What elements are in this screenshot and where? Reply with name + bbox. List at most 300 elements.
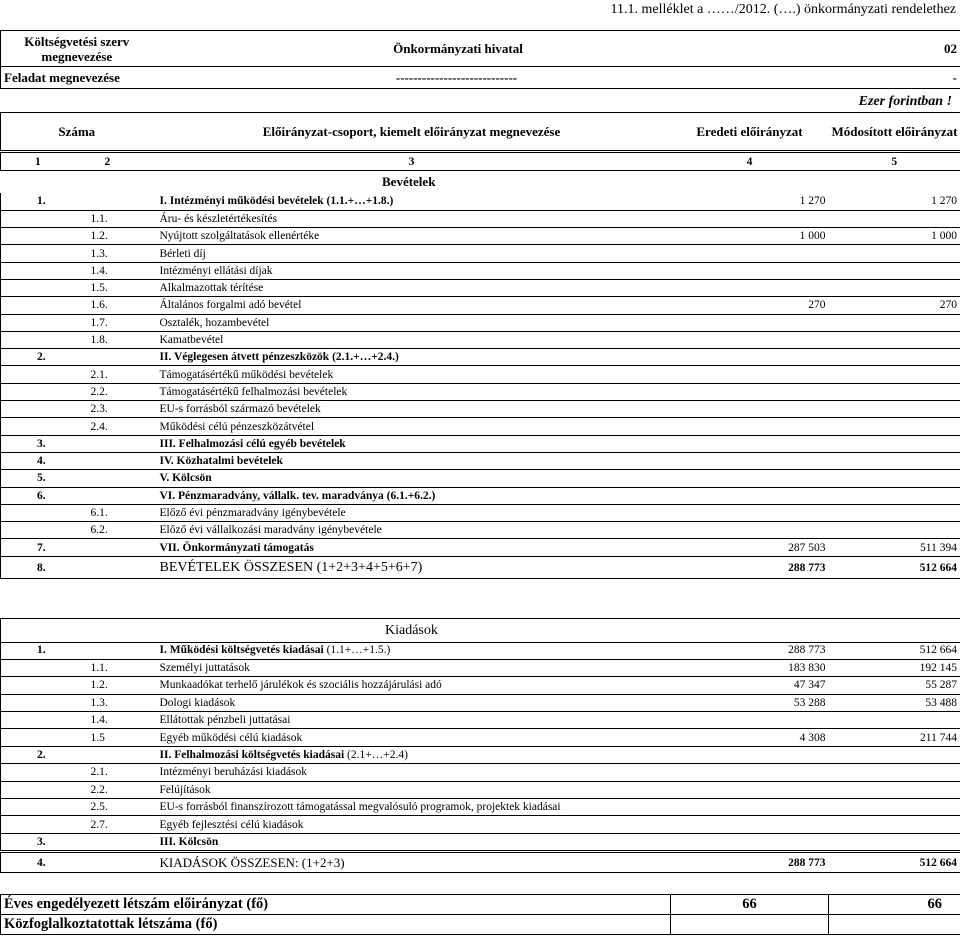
bevetelek-total-table (0, 556, 960, 579)
bev-row-subnum-text: 1.2. (90, 230, 108, 243)
bev-row-subnum (77, 297, 153, 314)
kiadasok-table (0, 642, 960, 851)
bev-row-modositott-text: 1 000 (931, 230, 957, 243)
bev-row-name-text: Támogatásértékű működési bevételek (159, 368, 334, 381)
bev-row-subnum (77, 504, 153, 521)
bev-total-num: 8. (1, 557, 153, 579)
bev-row-name (153, 401, 671, 418)
bev-row-num (1, 418, 77, 435)
bev-row (1, 210, 960, 227)
kiad-row-num (1, 781, 77, 798)
bev-row-eredeti (671, 401, 829, 418)
kiad-row-eredeti (671, 642, 829, 659)
bev-row-modositott (829, 401, 960, 418)
kiad-row-num (1, 642, 77, 659)
bev-row-subnum (77, 279, 153, 296)
kiad-row-eredeti (671, 781, 829, 798)
kiad-row-eredeti (671, 764, 829, 781)
col-modositott: Módosított előirányzat (829, 113, 960, 151)
kiad-row-num (1, 677, 77, 694)
kiad-row-modositott (829, 764, 960, 781)
kiad-row-subnum-text: 1.2. (90, 679, 108, 692)
kiad-row-name-tail: (1.1+…+1.5.) (323, 644, 391, 657)
bev-row-num (1, 401, 77, 418)
bev-row-name-text: Működési célú pénzeszközátvétel (159, 420, 315, 433)
bev-row-num-text: 5. (37, 472, 46, 485)
bev-row-eredeti (671, 193, 829, 210)
kiad-row-eredeti (671, 746, 829, 763)
bev-row-eredeti (671, 228, 829, 245)
bev-row-eredeti-text: 1 270 (799, 195, 826, 208)
bev-row-subnum-text: 1.7. (90, 316, 108, 329)
bev-row-name (153, 366, 671, 383)
kolt-label: Költségvetési szerv megnevezése (1, 31, 153, 67)
bev-row-eredeti (671, 210, 829, 227)
kiad-row-subnum (77, 833, 153, 850)
kiad-row-num (1, 799, 77, 816)
bev-row-eredeti-text: 287 503 (788, 541, 826, 554)
kiad-row-modositott (829, 799, 960, 816)
kiad-row-name-text: II. Felhalmozási költségvetés kiadásai (159, 749, 345, 762)
bev-row-eredeti (671, 539, 829, 556)
kiad-row-subnum (77, 816, 153, 833)
kiad-row-name-text: Felújítások (159, 783, 211, 796)
bev-row-num-text: 1. (37, 195, 46, 208)
kiad-row-subnum (77, 781, 153, 798)
bev-row-subnum (77, 210, 153, 227)
bev-row-eredeti (671, 487, 829, 504)
bev-row-num (1, 210, 77, 227)
bev-row-modositott (829, 331, 960, 348)
bev-row (1, 383, 960, 400)
kiad-row-eredeti (671, 833, 829, 850)
kiad-row-eredeti (671, 816, 829, 833)
col-eredeti: Eredeti előirányzat (671, 113, 829, 151)
bev-row-num (1, 452, 77, 469)
letszam-kozfogl-eredeti (671, 915, 829, 935)
kiad-row-subnum (77, 764, 153, 781)
bev-row-name-text: I. Intézményi működési bevételek (1.1.+…+1.8.) (159, 195, 394, 208)
bev-row (1, 297, 960, 314)
bev-row-name (153, 314, 671, 331)
bev-row-subnum (77, 366, 153, 383)
bev-row-modositott (829, 435, 960, 452)
bev-row-name (153, 452, 671, 469)
kiad-row-name (153, 816, 671, 833)
bev-row-subnum (77, 522, 153, 539)
bev-row-name-text: III. Felhalmozási célú egyéb bevételek (159, 437, 346, 450)
bev-row (1, 401, 960, 418)
kiad-row-name (153, 659, 671, 676)
bev-row (1, 470, 960, 487)
bev-row-eredeti (671, 383, 829, 400)
kiad-total-eredeti: 288 773 (671, 853, 829, 873)
kiad-row-name (153, 764, 671, 781)
bev-row-name-text: Előző évi pénzmaradvány igénybevétele (159, 506, 346, 519)
bev-row (1, 522, 960, 539)
kiad-row (1, 799, 960, 816)
kiadasok-total-table (0, 852, 960, 873)
bev-row-num (1, 331, 77, 348)
bev-row-modositott (829, 383, 960, 400)
unit-note: Ezer forintban ! (858, 94, 952, 109)
col-num-1: 1 (1, 153, 77, 171)
bev-row-name (153, 418, 671, 435)
kiad-row-name-text: Egyéb fejlesztési célú kiadások (159, 818, 304, 831)
bev-row-modositott (829, 418, 960, 435)
bev-row-subnum (77, 383, 153, 400)
kiad-row-eredeti (671, 694, 829, 711)
bev-row-subnum-text: 1.8. (90, 334, 108, 347)
kiad-row-subnum-text: 2.7. (90, 818, 108, 831)
kiad-row-modositott-text: 53 488 (925, 696, 957, 709)
header-note: 11.1. melléklet a ……/2012. (….) önkormányzati rendelethez (610, 2, 956, 17)
bev-row-name-text: Osztalék, hozambevétel (159, 316, 270, 329)
kiad-row-subnum-text: 1.4. (90, 714, 108, 727)
bev-row-name (153, 349, 671, 366)
kiad-row-name (153, 729, 671, 746)
bev-row-subnum (77, 262, 153, 279)
kiad-row-subnum (77, 746, 153, 763)
kiad-row (1, 694, 960, 711)
bev-row-modositott (829, 487, 960, 504)
bev-row-name-text: Általános forgalmi adó bevétel (159, 299, 302, 312)
bev-row-name-text: Előző évi vállalkozási maradvány igénybevétele (159, 524, 382, 537)
kiad-row-name (153, 694, 671, 711)
bev-row-modositott (829, 279, 960, 296)
bev-row-name-text: V. Kölcsön (159, 472, 212, 485)
bev-row-num (1, 262, 77, 279)
bev-row-subnum-text: 2.2. (90, 385, 108, 398)
kiad-row-subnum-text: 1.5 (90, 731, 105, 744)
bev-row-eredeti (671, 349, 829, 366)
feladat-value: ---------------------------- (153, 67, 761, 89)
bev-row-name (153, 383, 671, 400)
bev-row-name-text: VII. Önkormányzati támogatás (159, 541, 314, 554)
bev-row-eredeti (671, 262, 829, 279)
kiad-row-eredeti-text: 47 347 (793, 679, 826, 692)
letszam-kozfogl-modositott (829, 915, 960, 935)
kiad-row-eredeti (671, 659, 829, 676)
bev-row-modositott (829, 349, 960, 366)
kiad-row-subnum (77, 642, 153, 659)
kiad-row-name (153, 642, 671, 659)
bev-row-modositott (829, 504, 960, 521)
bev-row-num (1, 435, 77, 452)
kiad-row-name-tail: (2.1+…+2.4) (344, 749, 408, 762)
kiad-row-name-text: Intézményi beruházási kiadások (159, 766, 308, 779)
kiad-row (1, 712, 960, 729)
bev-row-subnum (77, 349, 153, 366)
bev-row (1, 349, 960, 366)
letszam-table (0, 894, 960, 935)
kiad-row-subnum-text: 1.1. (90, 662, 108, 675)
kiad-row-eredeti (671, 712, 829, 729)
kiad-row-num-text: 3. (37, 835, 46, 848)
bev-row-subnum-text: 1.3. (90, 247, 108, 260)
bev-row (1, 228, 960, 245)
bev-row-num (1, 366, 77, 383)
bev-row-subnum-text: 1.5. (90, 282, 108, 295)
bev-row-subnum (77, 193, 153, 210)
bev-row-eredeti (671, 418, 829, 435)
bev-row-name-text: VI. Pénzmaradvány, vállalk. tev. maradványa (6.1.+6.2.) (159, 489, 436, 502)
kiad-row-name (153, 712, 671, 729)
bevetelek-title: Bevételek (382, 174, 436, 189)
kiad-row-name-text: Egyéb működési célú kiadások (159, 731, 303, 744)
bev-row-subnum (77, 470, 153, 487)
kiad-row (1, 781, 960, 798)
bev-row (1, 314, 960, 331)
col-szama: Száma (1, 113, 153, 151)
kiad-row-name-text: I. Működési költségvetés kiadásai (159, 644, 324, 657)
bev-row-subnum-text: 6.2. (90, 524, 108, 537)
kiad-row-modositott-text: 211 744 (920, 731, 957, 744)
kiad-row-modositott (829, 642, 960, 659)
bev-row-subnum (77, 487, 153, 504)
kiad-row-eredeti (671, 799, 829, 816)
kiad-row-eredeti-text: 183 830 (788, 662, 826, 675)
kiad-row-num (1, 746, 77, 763)
bev-row-subnum-text: 1.6. (90, 299, 108, 312)
kiad-row-num-text: 1. (37, 644, 46, 657)
bev-row-num (1, 349, 77, 366)
bev-row-name-text: II. Véglegesen átvett pénzeszközök (2.1.+…+2.4.) (159, 351, 399, 364)
kiad-row-num (1, 659, 77, 676)
bev-row (1, 245, 960, 262)
kiad-row-modositott (829, 659, 960, 676)
bev-row-num (1, 383, 77, 400)
kiad-row-num (1, 764, 77, 781)
identification-table (0, 30, 960, 89)
bev-row-modositott (829, 193, 960, 210)
bev-row-num (1, 522, 77, 539)
bev-row-subnum (77, 314, 153, 331)
bev-row-name (153, 193, 671, 210)
bev-row-name-text: Bérleti díj (159, 247, 206, 260)
kiad-row-eredeti-text: 288 773 (788, 644, 826, 657)
kiad-row-modositott (829, 833, 960, 850)
bev-row-modositott (829, 522, 960, 539)
kiad-total-num: 4. (1, 853, 153, 873)
bev-row-subnum-text: 2.3. (90, 403, 108, 416)
bev-row-eredeti (671, 504, 829, 521)
bev-row-subnum (77, 418, 153, 435)
kiad-row-name (153, 677, 671, 694)
kiad-row-eredeti (671, 677, 829, 694)
feladat-label: Feladat megnevezése (1, 67, 153, 89)
bev-row-subnum (77, 435, 153, 452)
bev-row-subnum (77, 452, 153, 469)
col-megnevezes: Előirányzat-csoport, kiemelt előirányzat megnevezése (153, 113, 671, 151)
bev-total-label: BEVÉTELEK ÖSSZESEN (1+2+3+4+5+6+7) (153, 557, 671, 579)
kiad-row-subnum (77, 659, 153, 676)
col-num-2: 2 (77, 153, 153, 171)
bev-row-eredeti (671, 470, 829, 487)
bev-row (1, 193, 960, 210)
bev-row-subnum (77, 245, 153, 262)
bev-row-num (1, 487, 77, 504)
kiad-row-subnum (77, 799, 153, 816)
bev-row-name (153, 504, 671, 521)
kiad-row (1, 642, 960, 659)
bev-row-num (1, 228, 77, 245)
bev-row-num (1, 193, 77, 210)
kiadasok-title: Kiadások (1, 619, 960, 643)
kiad-row-name (153, 833, 671, 850)
kiad-row-num (1, 816, 77, 833)
kiad-row-modositott (829, 746, 960, 763)
kiad-row-subnum-text: 2.5. (90, 801, 108, 814)
bev-row-subnum (77, 331, 153, 348)
kiad-row-modositott (829, 781, 960, 798)
bev-row-eredeti (671, 522, 829, 539)
kiad-row-modositott-text: 55 287 (925, 679, 957, 692)
kiad-row-modositott-text: 512 664 (919, 644, 957, 657)
bev-row-modositott (829, 210, 960, 227)
kiad-row-eredeti (671, 729, 829, 746)
column-number-table (0, 152, 960, 171)
bev-row-subnum (77, 401, 153, 418)
kiad-row-modositott (829, 677, 960, 694)
bev-row-name (153, 210, 671, 227)
bevetelek-table (0, 193, 960, 557)
bev-row-eredeti (671, 297, 829, 314)
bev-row-eredeti (671, 366, 829, 383)
bev-row-num (1, 539, 77, 556)
kiad-row-eredeti-text: 53 288 (793, 696, 826, 709)
kiad-row-modositott (829, 712, 960, 729)
bev-row-num (1, 245, 77, 262)
bev-row (1, 504, 960, 521)
bev-row-modositott (829, 262, 960, 279)
bev-row-subnum (77, 228, 153, 245)
bev-row-modositott (829, 297, 960, 314)
kiad-row-subnum (77, 729, 153, 746)
bev-row-modositott (829, 228, 960, 245)
bev-row-name-text: Áru- és készletértékesítés (159, 212, 278, 225)
bev-row-name (153, 245, 671, 262)
bev-row-subnum-text: 6.1. (90, 506, 108, 519)
bev-row-name-text: Kamatbevétel (159, 334, 224, 347)
bev-row (1, 331, 960, 348)
kiad-row-eredeti-text: 4 308 (799, 731, 826, 744)
kiad-row-name (153, 781, 671, 798)
bev-row-num-text: 4. (37, 455, 46, 468)
kolt-code: 02 (761, 31, 960, 67)
kiadasok-title-table (0, 618, 960, 643)
bev-row-name-text: Intézményi ellátási díjak (159, 264, 273, 277)
kiad-row-name-text: Munkaadókat terhelő járulékok és szociális hozzájárulási adó (159, 679, 442, 692)
letszam-eves-label: Éves engedélyezett létszám előirányzat (fő) (1, 895, 671, 915)
col-num-3: 3 (153, 153, 671, 171)
bev-row-name (153, 228, 671, 245)
bev-total-eredeti: 288 773 (671, 557, 829, 579)
bev-row-modositott (829, 245, 960, 262)
bev-row-eredeti-text: 1 000 (799, 230, 826, 243)
kiad-row-num-text: 2. (37, 749, 46, 762)
bev-row-num (1, 314, 77, 331)
bev-row-eredeti (671, 279, 829, 296)
bev-row-subnum-text: 2.4. (90, 420, 108, 433)
bev-row-name (153, 297, 671, 314)
kiad-row (1, 729, 960, 746)
bev-row-eredeti (671, 245, 829, 262)
bev-row (1, 452, 960, 469)
bev-row-num (1, 504, 77, 521)
kiad-row-modositott (829, 694, 960, 711)
bev-row-name (153, 539, 671, 556)
kiad-row-name (153, 799, 671, 816)
bev-row-name-text: EU-s forrásból származó bevételek (159, 403, 321, 416)
kiad-row-num (1, 694, 77, 711)
kiad-row (1, 746, 960, 763)
bev-row-modositott (829, 452, 960, 469)
kiad-row (1, 764, 960, 781)
kiad-row-name-text: Ellátottak pénzbeli juttatásai (159, 714, 291, 727)
bev-row-name (153, 279, 671, 296)
bev-row-subnum (77, 539, 153, 556)
bev-row-subnum-text: 2.1. (90, 368, 108, 381)
kiad-row-subnum-text: 2.1. (90, 766, 108, 779)
bev-row-num (1, 279, 77, 296)
bev-row-name-text: IV. Közhatalmi bevételek (159, 455, 283, 468)
kiad-row-modositott (829, 816, 960, 833)
kiad-row-subnum (77, 694, 153, 711)
bev-row-modositott-text: 1 270 (931, 195, 957, 208)
bev-row-name (153, 522, 671, 539)
bev-row-name-text: Nyújtott szolgáltatások ellenértéke (159, 230, 320, 243)
bev-row-name (153, 331, 671, 348)
kiad-row (1, 816, 960, 833)
kiad-row-modositott-text: 192 145 (919, 662, 957, 675)
kiad-row-name-text: Személyi juttatások (159, 662, 250, 675)
bev-row-num-text: 3. (37, 437, 46, 450)
bev-row (1, 262, 960, 279)
letszam-kozfogl-label: Közfoglalkoztatottak létszáma (fő) (1, 915, 671, 935)
bev-row-name (153, 487, 671, 504)
kiad-row-name (153, 746, 671, 763)
bev-row-modositott (829, 539, 960, 556)
kiad-row-subnum (77, 712, 153, 729)
kiad-row (1, 677, 960, 694)
bev-row-num-text: 6. (37, 489, 46, 502)
bev-row-name-text: Alkalmazottak térítése (159, 282, 264, 295)
bev-row-eredeti (671, 435, 829, 452)
kiad-row-num (1, 729, 77, 746)
bev-row (1, 487, 960, 504)
kiad-row-name-text: III. Kölcsön (159, 835, 219, 848)
kiad-row-subnum-text: 1.3. (90, 696, 108, 709)
kiad-row-num (1, 712, 77, 729)
column-header-table (0, 112, 960, 151)
bev-row-modositott (829, 470, 960, 487)
bev-row-num (1, 470, 77, 487)
bev-row-num (1, 297, 77, 314)
kiad-row-subnum-text: 2.2. (90, 783, 108, 796)
bev-row (1, 435, 960, 452)
bev-row-num-text: 2. (37, 351, 46, 364)
bev-row (1, 366, 960, 383)
bev-row (1, 418, 960, 435)
kiad-row (1, 833, 960, 850)
letszam-eves-modositott: 66 (829, 895, 960, 915)
bev-row (1, 279, 960, 296)
bev-row-name-text: Támogatásértékű felhalmozási bevételek (159, 385, 348, 398)
bev-row-name (153, 435, 671, 452)
letszam-eves-eredeti: 66 (671, 895, 829, 915)
bev-total-modositott: 512 664 (829, 557, 960, 579)
